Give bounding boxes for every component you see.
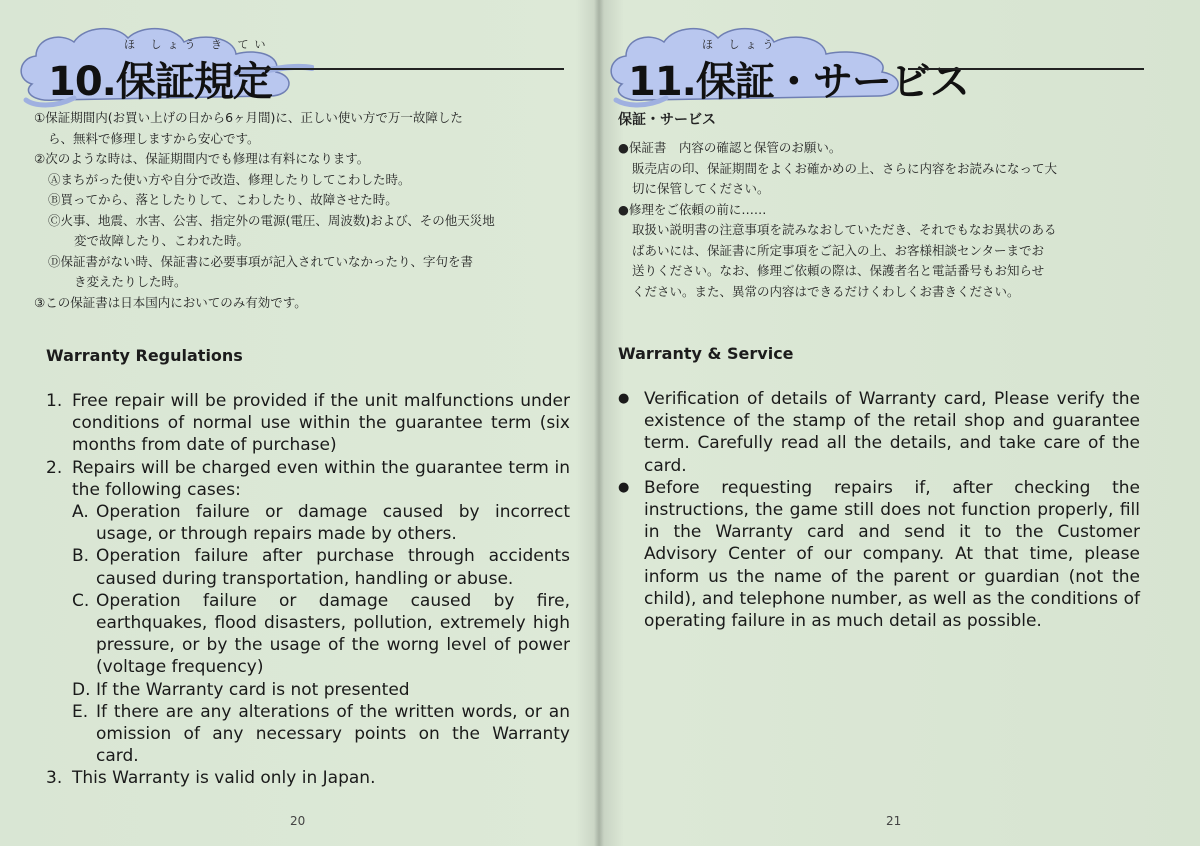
jp-warranty-text (34, 108, 580, 313)
item-marker: 2. (46, 457, 63, 478)
list-item (46, 390, 570, 457)
list-item (46, 457, 570, 501)
list-item (46, 501, 570, 545)
jp-line: 販売店の印、保証期間をよくお確かめの上、さらに内容をお読みになって大 (632, 160, 1058, 176)
left-page (0, 0, 596, 846)
item-text: Operation failure or damage caused by fire, earthquakes, flood disasters, pollution, extremely high pressure, or by the usage of the worng level of power (voltage frequency) (96, 590, 570, 678)
item-text: Operation failure after purchase through accidents caused during transportation, handling or abuse. (96, 546, 570, 589)
en-warranty-list (46, 390, 570, 790)
page-title: 10.保証規定 (48, 59, 272, 105)
item-text: This Warranty is valid only in Japan. (72, 768, 376, 789)
jp-line: ●修理をご依頼の前に…… (618, 201, 767, 217)
jp-subtitle: 保証・サービス (618, 112, 716, 128)
bullet-icon: ● (618, 391, 630, 406)
section-heading-10 (14, 22, 574, 112)
list-item (46, 679, 570, 701)
item-marker: D. (72, 679, 91, 700)
jp-line: 切に保管してください。 (632, 181, 770, 196)
item-text: Repairs will be charged even within the guarantee term in the following cases: (72, 457, 570, 500)
item-text: Verification of details of Warranty card, Please verify the existence of the stamp of the retail shop and guarantee term. Carefully read all the details, and take care of the card. (644, 389, 1140, 476)
jp-service-subtitle (618, 110, 716, 131)
list-item (618, 477, 1140, 632)
list-item (46, 701, 570, 768)
jp-line: ①保証期間内(お買い上げの日から6ヶ月間)に、正しい使い方で万一故障した (34, 110, 463, 125)
list-item (618, 388, 1140, 477)
item-marker: A. (72, 502, 89, 523)
item-marker: B. (72, 546, 90, 567)
page-number: 20 (290, 814, 306, 828)
en-section-title: Warranty Regulations (46, 346, 243, 365)
en-section-title: Warranty & Service (618, 344, 794, 363)
item-text: Operation failure or damage caused by incorrect usage, or through repairs made by others. (96, 502, 570, 545)
heading-rule (908, 68, 1144, 70)
bullet-icon: ● (618, 479, 630, 495)
jp-line: ②次のような時は、保証期間内でも修理は有料になります。 (34, 151, 370, 166)
item-marker: 3. (46, 768, 63, 789)
item-text: If there are any alterations of the written words, or an omission of any necessary points on the Warranty card. (96, 701, 570, 767)
jp-line: Ⓒ火事、地震、水害、公害、指定外の電源(電圧、周波数)および、その他天災地 (48, 212, 495, 228)
jp-line: ●保証書 内容の確認と保管のお願い。 (618, 140, 842, 155)
item-text: If the Warranty card is not presented (96, 679, 410, 700)
item-marker: 1. (46, 391, 63, 411)
jp-line: Ⓓ保証書がない時、保証書に必要事項が記入されていなかったり、字句を書 (48, 253, 474, 269)
page-title: 11.保証・サービス (628, 59, 969, 105)
jp-line: Ⓑ買ってから、落としたりして、こわしたり、故障させた時。 (48, 192, 398, 207)
jp-line: き変えたりした時。 (74, 274, 187, 289)
jp-line: Ⓐまちがった使い方や自分で改造、修理したりしてこわした時。 (48, 171, 411, 187)
jp-line: ら、無料で修理しますから安心です。 (48, 130, 260, 146)
jp-line: ください。また、異常の内容はできるだけくわしくお書きください。 (632, 283, 1020, 299)
jp-line: ③この保証書は日本国内においてのみ有効です。 (34, 294, 307, 310)
item-marker: C. (72, 590, 90, 611)
section-heading-11 (606, 22, 1166, 112)
heading-ruby: ほ しょう (702, 38, 780, 51)
jp-line: 変で故障したり、こわれた時。 (74, 233, 250, 248)
heading-ruby: ほ しょう き てい (124, 38, 272, 51)
jp-line: 取扱い説明書の注意事項を読みなおしていただき、それでもなお異状のある (632, 222, 1057, 237)
list-item (46, 545, 570, 589)
item-text: Before requesting repairs if, after checking the instructions, the game still does not function properly, fill in the Warranty card and send it to the Customer Advisory Center of our company. At that time, please inform us the name of the parent or guardian (not the child), and telephone number, as well as the conditions of operating failure in as much detail as possible. (644, 477, 1140, 632)
list-item (46, 590, 570, 679)
page-number: 21 (886, 814, 902, 828)
jp-line: ばあいには、保証書に所定事項をご記入の上、お客様相談センターまでお (632, 242, 1045, 258)
list-item (46, 767, 570, 789)
item-text: Free repair will be provided if the unit malfunctions under conditions of normal use within the guarantee term (six months from date of purchase) (72, 391, 570, 456)
item-marker: E. (72, 701, 89, 722)
right-page (604, 0, 1200, 846)
jp-line: 送りください。なお、修理ご依頼の際は、保護者名と電話番号もお知らせ (632, 263, 1045, 278)
jp-service-text (618, 138, 1164, 302)
en-service-list (618, 388, 1140, 632)
heading-rule (264, 68, 564, 70)
